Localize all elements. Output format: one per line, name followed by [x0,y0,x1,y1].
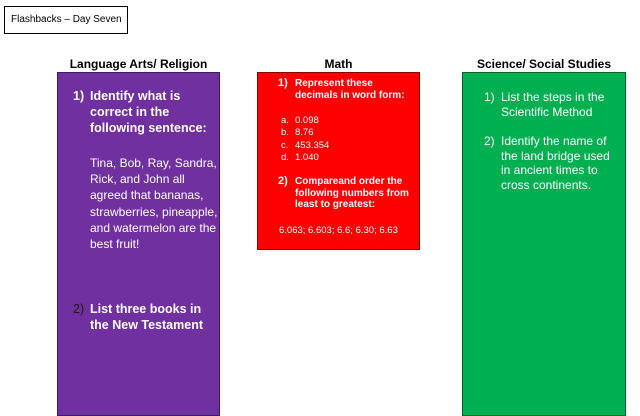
decimal-item: c. 453.354 [281,139,330,151]
math-heading: Math [324,57,353,71]
la-question-1-text: Identify what is correct in the following sentence: [90,89,207,135]
language-arts-panel [57,72,220,416]
decimal-item: a. 0.098 [281,115,319,126]
science-question-1-text: List the steps in the Scientific Method [501,90,605,119]
la-question-2-number: 2) [73,302,85,316]
language-arts-heading: Language Arts/ Religion [69,57,208,71]
numbers-to-order: 6.063; 6.603; 6.6; 6.30; 6.63 [279,225,398,236]
decimal-item: b. 8.76 [281,127,314,139]
decimal-item: d. 1.040 [281,152,319,164]
la-question-2 [73,301,219,333]
la-question-1 [73,88,219,136]
math-question-2 [278,176,418,211]
la-sentence: Tina, Bob, Ray, Sandra, Rick, and John all agreed that bananas, strawberries, pineapple, and watermelon are the best fruit! [90,156,218,252]
math-panel [257,72,420,250]
math-question-1-text: Represent these decimals in word form: [295,78,405,101]
la-question-2-text: List three books in the New Testament [90,302,203,332]
math-question-2-text: Compareand order the following numbers from least to greatest: [295,176,409,210]
page-title: Flashbacks – Day Seven [4,6,128,34]
science-question-1 [484,90,618,119]
math-question-1-number: 1) [278,77,288,89]
math-question-2-number: 2) [278,175,288,187]
science-question-2 [484,134,618,193]
science-heading: Science/ Social Studies [476,57,612,71]
la-question-1-number: 1) [73,89,85,103]
science-question-1-number: 1) [484,90,495,104]
science-question-2-text: Identify the name of the land bridge used in ancient times to cross continents. [501,134,610,193]
decimal-list [281,115,329,165]
science-question-2-number: 2) [484,134,495,148]
math-question-1 [278,78,418,101]
science-panel [462,72,626,416]
